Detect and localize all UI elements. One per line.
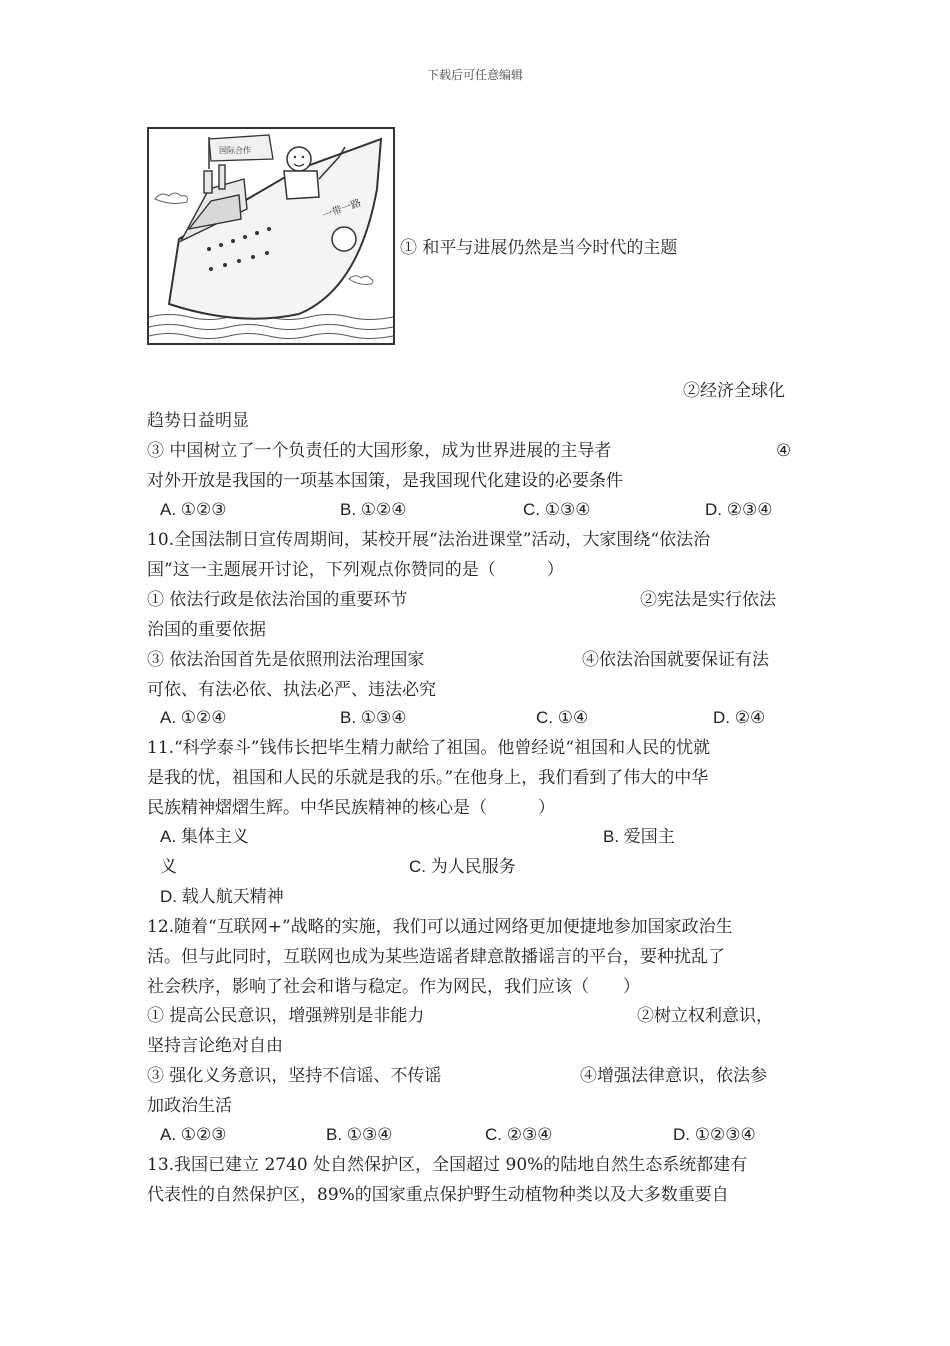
q11-stem-1: 11.“科学泰斗”钱伟长把毕生精力献给了祖国。他曾经说“祖国和人民的忧就 [147,738,711,758]
q10-stem-2: 国”这一主题展开讨论，下列观点你赞同的是（ ） [147,560,564,580]
q12-stem-1: 12.随着“互联网+”战略的实施，我们可以通过网络更加便捷地参加国家政治生 [147,917,733,937]
q12-option-c: C. ②③④ [485,1125,553,1144]
q12-stem-3: 社会秩序，影响了社会和谐与稳定。作为网民，我们应该（ ） [147,977,640,997]
q12-statement-2a: ②树立权利意识， [637,1006,773,1026]
q11-option-b: B. 爱国主 [603,827,675,846]
q9-statement-3: ③ 中国树立了一个负责任的大国形象，成为世界进展的主导者 [147,441,612,461]
q12-statement-4b: 加政治生活 [147,1096,232,1116]
q9-option-a: A. ①②③ [160,500,227,519]
q12-statement-1: ① 提高公民意识，增强辨别是非能力 [147,1006,425,1026]
q12-statement-3: ③ 强化义务意识，坚持不信谣、不传谣 [147,1066,442,1086]
q10-statement-4b: 可依、有法必依、执法必严、违法必究 [147,680,436,700]
q13-stem-1: 13.我国已建立 2740 处自然保护区，全国超过 90%的陆地自然生态系统都建有 [147,1155,748,1175]
q11-stem-2: 是我的忧，祖国和人民的乐就是我的乐。”在他身上，我们看到了伟大的中华 [147,768,709,788]
q9-statement-1: ① 和平与进展仍然是当今时代的主题 [400,238,678,258]
q9-statement-4-mark: ④ [776,441,792,461]
q9-option-d: D. ②③④ [705,500,773,519]
q10-option-a: A. ①②④ [160,708,227,727]
q10-statement-4a: ④依法治国就要保证有法 [582,650,769,670]
q12-option-b: B. ①③④ [326,1125,393,1144]
q10-statement-2a: ②宪法是实行依法 [640,590,776,610]
q9-option-c: C. ①③④ [523,500,591,519]
ship-cartoon-image [149,129,393,343]
q9-statement-2b: 趋势日益明显 [147,411,249,431]
q13-stem-2: 代表性的自然保护区，89%的国家重点保护野生动植物种类以及大多数重要自 [147,1185,729,1205]
q12-statement-4a: ④增强法律意识，依法参 [580,1066,767,1086]
q12-option-a: A. ①②③ [160,1125,227,1144]
q9-statement-2a: ②经济全球化 [683,381,785,401]
q9-option-b: B. ①②④ [340,500,407,519]
emblem-icon [332,227,356,251]
q11-option-a: A. 集体主义 [160,827,249,846]
q10-option-d: D. ②④ [713,708,766,727]
q10-statement-1: ① 依法行政是依法治国的重要环节 [147,590,408,610]
q9-statement-4b: 对外开放是我国的一项基本国策，是我国现代化建设的必要条件 [147,471,623,491]
q12-option-d: D. ①②③④ [673,1125,756,1144]
q10-option-c: C. ①④ [536,708,589,727]
q11-option-d: D. 载人航天精神 [160,887,284,906]
q12-statement-2b: 坚持言论绝对自由 [147,1036,283,1056]
q11-stem-3: 民族精神熠熠生辉。中华民族精神的核心是（ ） [147,798,555,818]
q10-option-b: B. ①③④ [340,708,407,727]
cartoon-illustration [147,127,395,345]
q10-stem-1: 10.全国法制日宣传周期间，某校开展“法治进课堂”活动，大家围绕“依法治 [147,530,711,550]
page-header: 下载后可任意编辑 [426,68,523,82]
q11-option-b-cont: 义 [160,857,177,877]
q10-statement-3: ③ 依法治国首先是依照刑法治理国家 [147,650,425,670]
q11-option-c: C. 为人民服务 [409,857,516,876]
q10-statement-2b: 治国的重要依据 [147,620,266,640]
banner-text: 国际合作 [219,146,251,155]
q12-stem-2: 活。但与此同时，互联网也成为某些造谣者肆意散播谣言的平台，要种扰乱了 [147,947,725,967]
hull-text: 一带一路 [321,197,363,222]
